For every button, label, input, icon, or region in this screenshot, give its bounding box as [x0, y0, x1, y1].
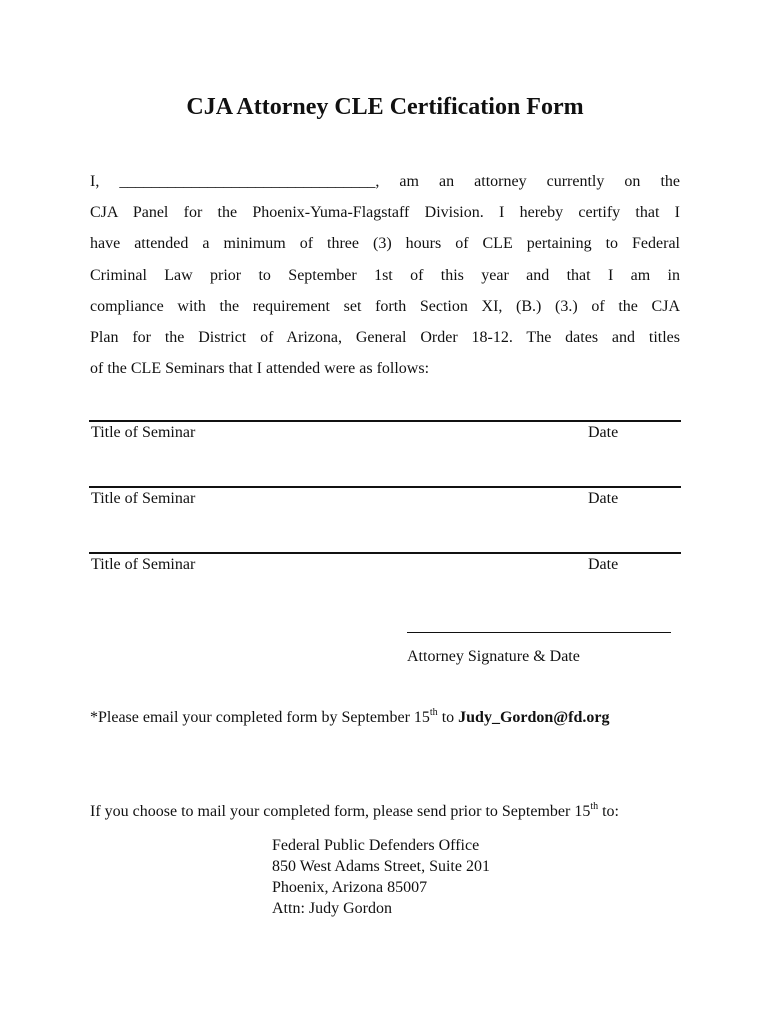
paragraph-line: CJA Panel for the Phoenix-Yuma-Flagstaff Division. I hereby certify that I: [90, 204, 680, 222]
mail-instructions: [90, 803, 619, 821]
email-instructions: [90, 709, 610, 727]
address-line: Phoenix, Arizona 85007: [272, 879, 428, 896]
seminar-title-label: Title of Seminar: [91, 490, 196, 507]
email-note-prefix: *Please email your completed form by September 15: [90, 709, 430, 726]
paragraph-line: of the CLE Seminars that I attended were as follows:: [90, 360, 430, 378]
paragraph-line: compliance with the requirement set forth Section XI, (B.) (3.) of the CJA: [90, 297, 680, 315]
address-line: Attn: Judy Gordon: [272, 900, 392, 917]
seminar-title-label: Title of Seminar: [91, 556, 196, 573]
form-title: CJA Attorney CLE Certification Form: [186, 94, 584, 120]
signature-label: Attorney Signature & Date: [407, 648, 580, 665]
email-note-superscript: th: [429, 707, 438, 718]
seminar-date-label: Date: [588, 490, 619, 507]
seminar-date-label: Date: [588, 424, 619, 441]
seminar-title-label: Title of Seminar: [91, 424, 196, 441]
contact-email: Judy_Gordon@fd.org: [458, 709, 610, 726]
seminar-entry-1[interactable]: [89, 420, 681, 462]
paragraph-line: I, ________________________________, am an attorney currently on the: [90, 173, 680, 190]
certification-paragraph: [90, 166, 680, 384]
address-line: Federal Public Defenders Office: [272, 837, 480, 854]
seminar-entry-3[interactable]: [89, 552, 681, 594]
address-line: 850 West Adams Street, Suite 201: [272, 858, 490, 875]
mail-note-suffix: to:: [598, 803, 619, 820]
paragraph-line: have attended a minimum of three (3) hours of CLE pertaining to Federal: [90, 235, 680, 253]
signature-line[interactable]: [407, 632, 671, 633]
email-note-middle: to: [437, 709, 459, 726]
paragraph-line: Criminal Law prior to September 1st of this year and that I am in: [90, 266, 680, 284]
mailing-address: [272, 835, 490, 919]
paragraph-line: Plan for the District of Arizona, General Order 18-12. The dates and titles: [90, 329, 680, 347]
mail-note-superscript: th: [590, 801, 599, 812]
seminar-date-label: Date: [588, 556, 619, 573]
seminar-entry-2[interactable]: [89, 486, 681, 528]
mail-note-prefix: If you choose to mail your completed form, please send prior to September 15: [90, 803, 591, 820]
